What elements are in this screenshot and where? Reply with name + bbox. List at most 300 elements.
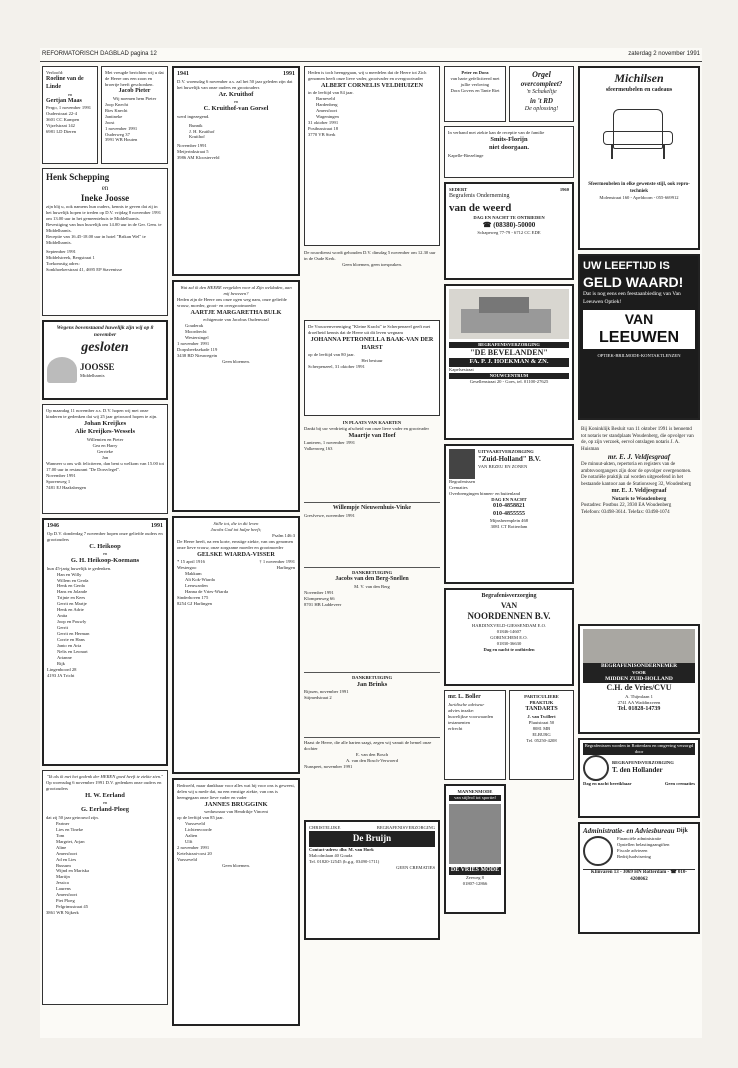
notice-text: Jan <box>101 454 109 460</box>
family-name: Janto en Aria <box>57 643 82 649</box>
family-name: Bussum <box>56 862 71 868</box>
notice-text: Ries Knecht <box>105 107 128 113</box>
family-name: Pelgrimsstraat 45 <box>56 904 89 910</box>
name-text: Johan Kreijkes <box>83 419 127 427</box>
ad-de-bruijn <box>304 820 440 940</box>
phone-text: Telefoon: 03498-3614. Telefax: 03498-1074 <box>581 509 670 515</box>
family-name: Han en Willy <box>57 571 82 577</box>
notice-text: September 1991 <box>46 249 76 255</box>
notice-text: van harte gefeliciteerd met jullie verloving <box>450 75 500 87</box>
name-text: Henk Schepping <box>46 172 110 182</box>
family-name: Henk en Gerda <box>57 583 85 589</box>
company-name: C.H. de Vries/CVU <box>606 683 672 693</box>
closed-notice <box>42 320 168 400</box>
family-name: Ad en Lies <box>56 856 77 862</box>
deceased-name: GELSKE WIARDA-VISSER <box>197 550 275 558</box>
ad-heading: BEGRAFENISONDERNEMER <box>583 663 695 670</box>
family-name: Joop en Pouwly <box>57 619 87 625</box>
family-name: Trijnie en Kees <box>57 595 86 601</box>
obituary-bruggink <box>172 778 300 1026</box>
armchair-illustration <box>593 99 685 177</box>
ad-heading: VOOR <box>583 670 695 676</box>
ad-text: GEEN CREMATIES <box>396 864 435 870</box>
ad-text: OPTIEK-BRILMODE-KONTAKTLENZEN <box>597 352 681 358</box>
notice-text: 4193 JA Tricht <box>47 673 75 679</box>
notice-text: 3770 VB Sterk <box>308 131 336 137</box>
phone-text: 01846-14607 <box>496 628 522 634</box>
ad-text: Begrafenis Onderneming <box>449 192 510 199</box>
deceased-name: Willempje Nieuwenhuis-Vinke <box>332 505 412 511</box>
notice-text: Middelharnis <box>80 373 105 379</box>
name-text: G. H. Heikoop-Koemans <box>70 557 140 565</box>
bible-quote: Wat zal ik den HEERE vergelden voor al Zijn weldaden, aan mij bewezen? <box>180 285 292 296</box>
notice-text: Stijmedstraat 2 <box>304 695 332 701</box>
notice-text: 1 november 1991 <box>177 340 210 346</box>
notice-text: Toekomstig adres: <box>46 261 80 267</box>
notice-text: 8701 HB Laddeveer <box>304 601 342 607</box>
ad-heading: Orgel <box>532 70 551 79</box>
phone-text: 01830-36630 <box>496 640 522 646</box>
birth-date: * 15 april 1916 <box>177 558 205 564</box>
ad-text: Dag en nacht te ontbieden <box>483 646 535 652</box>
phone-text: 010-4858821 <box>493 502 525 509</box>
notice-text: weduwnaar van Hendrikje Vincent <box>204 809 268 815</box>
lady-hat-illustration <box>47 357 77 383</box>
notary-announcement <box>578 424 700 624</box>
ad-van-noordennen <box>444 588 574 686</box>
column-5 <box>578 66 700 1036</box>
birth-notice-bosch <box>304 740 440 820</box>
phone-text: Tel. 01820-12545 (b.g.g. 03490-1711) <box>309 858 380 864</box>
notice-text: Bedroefd, maar dankbaar voor alles wat hij voor ons is geweest, delen wij u mede dat, na een ernstige ziekte, van ons is heengegaan onze lieve vader en vader <box>177 783 295 800</box>
anniversary-notice <box>42 404 168 514</box>
column-4 <box>444 66 574 1036</box>
family-name: Willem en Gerda <box>57 577 89 583</box>
ad-text: VAN BEZEU EN ZONEN <box>478 464 528 470</box>
service-item: testamenten <box>448 719 470 725</box>
notice-text: 3438 BD Nieuwegein <box>177 352 218 358</box>
ad-heading: BEGRAFENISVERZORGING <box>449 342 569 348</box>
name-text: A. van den Bosch-Verwoerd <box>345 757 399 763</box>
address-text: Pluutstraat 50 <box>528 719 555 725</box>
notice-text: zijn blij u, ook namens hun ouders, kennis te geven dat zij in het huwelijk hopen te treden op D.V. vrijdag 8 november 1991 om 13.00 uur in het gemeentehuis te Middelharnis. <box>46 204 161 222</box>
family-name: Gerrit en Martje <box>57 601 87 607</box>
notice-text: De Heere heeft, na een korte, ernstige ziekte, van ons genomen onze lieve vrouw, onze zorgzame moeder en grootmoeder <box>177 538 293 550</box>
notice-text: Wanneer u ons wilt feliciteren, dan bent u welkom van 15.00 tot 17.00 uur in restaurant "De Dorsvlegel". <box>46 460 164 472</box>
notice-text: 3601 CC Kampen <box>46 117 80 123</box>
ad-heading: TANDARTS <box>525 705 558 712</box>
name-text: H. W. Eerland <box>85 791 125 799</box>
notice-text: Lunteren, 1 november 1991 <box>304 440 356 445</box>
notice-text: De minuut-akten, repertoria en registers van de ambtsvoorgangers zijn door de opvolger overgenomen. <box>581 462 692 474</box>
notice-text: De Vrouwenvereniging "Kleine Kracht" te Scherpenzeel geeft met droefheid kennis dat de Heere uit dit leven wegnam <box>308 324 431 335</box>
ad-text: Dat is nog eens een feestaanbieding van Van Leeuwen Optiek! <box>583 291 681 305</box>
name-text: Jacob Pieter <box>118 87 151 94</box>
thanks-notice-hoef <box>304 420 440 500</box>
obituary-veldhuizen <box>304 66 440 246</box>
ad-boller <box>444 690 506 780</box>
company-name: van de weerd <box>449 201 512 214</box>
notice-text: Verloofd: <box>46 70 64 75</box>
ad-tandarts <box>509 690 574 780</box>
family-name: Alt Kok-Wiarda <box>185 576 215 582</box>
notice-text: Varsseveld <box>177 857 197 863</box>
family-name: Kruithof <box>189 134 205 140</box>
name-text: Gertjan Maas <box>46 97 82 104</box>
notice-text: Vijzelstraat 142 <box>46 123 75 129</box>
notice-text: 3991 WB Houten <box>105 137 138 143</box>
place-name: Varsseveld <box>185 821 205 827</box>
header-right: zaterdag 2 november 1991 <box>628 51 700 57</box>
notice-text: Dora Govers en Tante Riet <box>450 87 500 93</box>
notice-text: Bij Koninklijk Besluit van 11 oktober 1991 is benoemd tot notaris ter standplaats Woudenberg, die opvolger van de, op zijn verzoek, eervol ontslagen notaris J. A. Huisman <box>581 427 694 452</box>
deceased-name: Maartje van Hoef <box>348 431 396 439</box>
ad-text: Malcolmlaan 40 Gouda <box>309 852 353 858</box>
phone-text: 010-4855555 <box>493 510 525 517</box>
family-name: Nelis en Leonart <box>57 649 88 655</box>
notice-text: Gerrieke <box>96 448 114 454</box>
deceased-name: JOHANNA PETRONELLA BAAK-VAN DER HARST <box>310 335 434 351</box>
notice-text: Lingenboord 28 <box>47 667 77 673</box>
address-text: ELBURG <box>532 731 551 737</box>
notice-text: niet doorgaan. <box>488 144 530 152</box>
anniversary-notice-50 <box>42 770 168 1005</box>
notice-text: 2 november 1991 <box>177 845 210 851</box>
ad-heading: GELD WAARD! <box>583 274 684 291</box>
obituary-wiarda <box>172 516 300 774</box>
family-name: Laurens <box>56 886 71 892</box>
place-name: Wageningen <box>316 113 339 119</box>
column-2 <box>172 66 300 1036</box>
notice-heading: IN PLAATS VAN KAARTEN <box>342 420 402 425</box>
notice-text: Gea en Harry <box>92 442 118 448</box>
notice-text: 3986 AM Kloosterveld <box>177 155 220 161</box>
notice-text: Ouderweg 37 <box>105 131 130 137</box>
name-text: Peter en Dora <box>461 70 489 75</box>
obituary-bulk <box>172 280 300 512</box>
address-text: 3081 CT Rotterdam <box>490 524 528 530</box>
notice-text: Geen bloemen, geen toespraken. <box>342 261 402 267</box>
year-left: 1946 <box>47 523 59 529</box>
notice-text: Sonkhoekerstraat 41, 4695 EP Stavenisse <box>46 267 122 273</box>
ad-heading: MIDDEN ZUID-HOLLAND <box>583 676 695 683</box>
ad-michilsen <box>578 66 700 250</box>
ad-text: 'n Schakeltje <box>526 89 557 96</box>
phone-text: 01807-12866 <box>462 880 488 886</box>
funeral-home-photo <box>583 629 695 663</box>
place-name: Gouderak <box>185 322 204 328</box>
family-name: Jessica <box>56 880 69 886</box>
notice-text: Haast de Heere, die alle harten saagt, zegen wij vanuit de hemel onze dochter <box>304 740 432 751</box>
birth-notice <box>101 66 168 164</box>
company-logo-icon <box>583 755 609 781</box>
notice-text: Middelstreek, Bergstraat 1 <box>46 255 95 261</box>
notice-text: Klompenweg 66 <box>304 595 335 601</box>
ad-de-bevelanden <box>444 284 574 440</box>
address-text: Postadres: Postbus 22, 3930 EA Woudenberg <box>581 503 672 509</box>
congrats-notice <box>444 66 506 122</box>
phone-text: ☎ (08380)-50000 <box>482 221 536 230</box>
family-name: Hans en Jolande <box>57 589 88 595</box>
family-name: Partner <box>56 820 70 826</box>
address-text: 8081 MB <box>532 725 551 731</box>
ad-text: in 't RD <box>530 97 553 106</box>
bible-quote: Stille tot, die in dit leven <box>213 521 259 526</box>
notice-text: De rouwdienst wordt gehouden D.V. dinsdag 5 november om 12.30 uur in de Oude Kerk. <box>304 250 436 261</box>
ad-text: Geen crematies <box>664 780 695 786</box>
ad-heading: overcompleet? <box>520 80 563 89</box>
notice-text: Joop Knecht <box>105 101 129 107</box>
notice-heading: DANKBETUIGING <box>351 570 393 575</box>
notice-text: In verband met ziekte kan de receptie van de familie <box>448 130 545 135</box>
ad-text: DAG EN NACHT <box>491 496 527 502</box>
notice-text: Dorpsbeeksekade 119 <box>177 346 218 352</box>
notice-text: en <box>102 800 108 806</box>
thanks-notice-berg <box>304 570 440 670</box>
notice-text: Willemien en Pieter <box>86 436 124 442</box>
company-name: Administratie- en Adviesbureau <box>583 827 675 835</box>
place-name: Harlingen <box>276 564 295 570</box>
family-name: Wijnd en Mariska <box>56 868 89 874</box>
company-name: VAN <box>624 310 654 327</box>
address-text: Schapeweg 77-79 - 6712 CC EDE <box>477 230 541 236</box>
man-portrait-photo <box>449 804 501 864</box>
family-name: Hanna de Vries-Wiarda <box>185 588 229 594</box>
notice-text: en <box>233 99 239 105</box>
deceased-name: Jan Brinks <box>356 680 388 688</box>
notice-text: Met vreugde berichten wij u dat de Heere ons een zoon en broertje heeft geschonken. <box>105 70 164 87</box>
ad-heading: UW LEEFTIJD IS <box>583 260 670 272</box>
name-text: Alie Kreijkes-Wessels <box>75 428 135 436</box>
name-text: mr. E. J. Veldjesgraaf <box>607 453 671 461</box>
notice-text: Op maandag 11 november a.s. D.V. hopen wij met onze kinderen te gedenken dat wij 25 jaar getrouwd hopen te zijn. <box>46 408 158 419</box>
place-name: Amersfoort <box>316 107 338 113</box>
company-logo-icon <box>583 836 613 866</box>
funeral-notice-text <box>304 250 440 320</box>
header-left: REFORMATORISCH DAGBLAD pagina 12 <box>42 51 157 57</box>
ad-text: Begrafenissen worden in Rotterdam en omgeving verzorgd door <box>584 743 694 754</box>
notice-text: Gresfvewe, november 1991 <box>304 512 355 518</box>
notice-text: Pergo, 1 november 1991 <box>46 105 92 111</box>
deceased-name: JANNES BRUGGINK <box>204 800 268 808</box>
address-text: Mijnsherenplein 468 <box>489 518 529 524</box>
family-name: Rijk <box>57 661 65 667</box>
name-text: E. van den Bosch <box>355 751 389 757</box>
engagement-notice <box>42 66 98 164</box>
address-text: A. Thijmlaan 1 <box>625 693 653 699</box>
address-text: Gesellenstraat 20 - Goes, tel. 01100-27625 <box>469 378 549 384</box>
notice-text: 1 november 1991 <box>105 125 138 131</box>
notice-text: Rijssen, november 1991 <box>304 689 349 695</box>
notice-text: Postbusstraat 18 <box>308 125 338 131</box>
notice-text: Ketelstraat-oost 20 <box>177 851 212 857</box>
service-item: Fiscale adviezen <box>617 848 648 854</box>
notice-heading: DANKBETUIGING <box>351 675 393 680</box>
ad-heading: UITVAARTVERZORGING <box>478 449 534 454</box>
notice-text: Heden zijn de Heere ons onze ogen weg nam, onze geliefde vrouw, moeder, groot- en overgrootmoeder <box>177 296 287 308</box>
place-name: Leeuwarden <box>185 582 208 588</box>
company-name: T. den Hollander <box>612 766 663 775</box>
closed-heading: gesloten <box>81 340 129 356</box>
obituary-baak <box>304 320 440 416</box>
notice-text: 31 oktober 1991 <box>308 119 339 125</box>
notice-text: 3861 WR Nijkerk <box>46 910 79 916</box>
place-name: Makkum <box>185 570 202 576</box>
notice-text: Notaris te Woudenberg <box>611 495 667 502</box>
name-text: G. Eerland-Ploeg <box>80 806 130 814</box>
notice-text: en <box>102 551 108 557</box>
ad-dijk <box>578 822 700 934</box>
family-name: J. H. Kruithof <box>189 128 215 134</box>
notice-text: hun 45-jarig huwelijk te gedenken. <box>47 565 112 571</box>
notice-text: dat zij 50 jaar getrouwd zijn. <box>46 814 99 820</box>
company-name: "Zuid-Holland" B.V. <box>478 454 541 463</box>
notice-text: D.V. woensdag 6 november a.s. zal het 50 jaar geleden zijn dat het huwelijk van onze ouders en grootouders <box>177 78 293 90</box>
ad-text: Dag en nacht bereikbaar <box>583 780 632 786</box>
notice-text: Op woensdag 6 november 1991 D.V. gedenken onze ouders en grootouders <box>46 779 162 791</box>
column-3 <box>304 66 440 1036</box>
company-name: Dijk <box>676 827 688 834</box>
building-photo <box>449 289 569 339</box>
death-date: † 1 november 1991 <box>259 558 295 564</box>
ad-heading: MANNENMODE <box>457 789 493 794</box>
place-name: Lichtenvoorde <box>185 827 212 833</box>
notice-text: Scherpenzeel, 31 oktober 1991 <box>308 364 365 369</box>
notice-text: Dankt bij uw verdrietig afscheid van onze lieve vader en grootvader <box>304 425 430 431</box>
notice-text: Ouderstraat 22-4 <box>46 111 77 117</box>
ad-text: GORINCHEM E.O. <box>490 634 528 640</box>
service-item: erfrecht <box>448 725 463 731</box>
place-name: Moordrecht <box>185 328 207 334</box>
ad-text: SEDERT <box>449 187 468 192</box>
ad-text: Contact-adres: dhr. M. van Hork <box>309 846 374 852</box>
company-name: VAN <box>500 600 518 610</box>
notice-text: Bevestiging van hun huwelijk om 14.00 uur in de Ger. Gem. te Middelharnis. <box>46 222 162 234</box>
ad-text: CHRISTELIJKE <box>309 825 341 830</box>
newspaper-page <box>40 48 702 1038</box>
bible-reference: Psalm 146:3 <box>272 532 295 538</box>
family-name: Aline <box>56 844 67 850</box>
family-name: Bunnik <box>189 122 203 128</box>
family-name: Lies en Tineke <box>56 826 84 832</box>
service-item: Bedrijfsadvisering <box>617 854 651 859</box>
notice-text: Jantineke <box>105 113 123 119</box>
ad-heading: BEGRAFENISVERZORGING <box>612 760 674 766</box>
ad-text: 1960 <box>559 187 569 192</box>
notice-text: Op D.V. donderdag 7 november hopen onze geliefde ouders en grootouders <box>47 530 163 542</box>
notice-text: Kapelle-Biezelinge <box>448 152 484 158</box>
family-name: Gerrit <box>57 625 68 631</box>
name-text: Ar. Kruithof <box>218 90 254 98</box>
place-name: Hardenberg <box>316 101 338 107</box>
notice-text: Receptie van 16.45-18.00 uur in hotel "Brikan Wel" te Middelharnis. <box>46 234 146 246</box>
service-item: huwelijkse voorwaarden <box>448 713 494 719</box>
address-text: Molenstraat 160 - Apeldoorn - 055-669912 <box>599 195 679 201</box>
ad-van-leeuwen <box>578 254 700 420</box>
family-name: Gerrit en Herman <box>57 631 90 637</box>
notice-text: Wij noemen hem Pieter <box>112 95 157 101</box>
ad-text: Sfeermeubelen in elke gewenste stijl, ook repro-techniek <box>588 182 690 194</box>
year-left: 1941 <box>177 71 189 77</box>
notice-text: 8254 GJ Harlingen <box>177 600 212 606</box>
notice-text: en <box>67 91 73 97</box>
phone-text: Tel. 01828-14739 <box>617 705 661 712</box>
ad-heading: sfeermeubelen en cadeaus <box>605 86 673 93</box>
wedding-notice <box>42 168 168 316</box>
thanks-notice-nieuwenhuis <box>304 505 440 565</box>
notice-text: op de leeftijd van 80 jaar. <box>308 352 355 358</box>
notice-text: November 1991 <box>46 472 76 478</box>
place-name: Ulft <box>185 839 193 845</box>
anniversary-notice-45 <box>42 518 168 766</box>
notice-text: M. V. van den Berg <box>354 583 390 589</box>
ad-text: advies inzake: <box>448 707 475 713</box>
ad-den-hollander <box>578 738 700 818</box>
page-header <box>40 48 702 62</box>
service-item: Financiële administratie <box>617 836 662 842</box>
notice-text: Meijerinkstraat 5 <box>177 149 209 155</box>
place-name: Barneveld <box>316 95 335 101</box>
bible-quote: Jacobs God tot hulpe heeft; <box>210 526 262 532</box>
company-logo-icon <box>449 449 475 479</box>
ad-text: HARDINXVELD-GIESSENDAM E.O. <box>471 622 547 628</box>
notice-text: en <box>101 183 109 192</box>
column-1 <box>42 66 168 1036</box>
company-name: LEEUWEN <box>599 328 679 346</box>
name-text: C. Kruithof-van Gorsel <box>203 105 269 113</box>
service-item: Opstellen belastingaangiften <box>617 842 670 848</box>
name-text: Smits-Florijn <box>490 135 528 143</box>
ad-text: DAG EN NACHT TE ONTBIEDEN <box>473 215 545 221</box>
notice-text: Sporenweg 1 <box>46 478 71 484</box>
family-name: Corrie en Hans <box>57 637 85 643</box>
notice-text: November 1991 <box>177 143 207 149</box>
notice-text: Joost <box>105 119 115 125</box>
ad-heading: NOUWCENTRUM <box>449 373 569 379</box>
ad-text: De oplossing! <box>524 106 559 113</box>
notice-text: 7481 EJ Haaksbergen <box>46 484 86 490</box>
company-name: NOORDENNEN B.V. <box>467 611 551 622</box>
family-name: Amersfoort <box>56 850 78 856</box>
place-name: Aalten <box>185 833 198 839</box>
notice-text: Heden is toch heengegaan, wij u meedelen dat de Heere tot Zich genomen heeft onze lieve vader, grootvader en overgrootvader <box>308 70 427 81</box>
service-item: Crematies <box>449 484 468 490</box>
ad-van-de-weerd <box>444 182 574 280</box>
company-name: "DE BEVELANDEN" <box>470 347 548 357</box>
cancelled-reception-notice <box>444 126 574 178</box>
ad-heading: Begrafenisverzorging <box>481 593 537 599</box>
thanks-notice-brinks <box>304 675 440 735</box>
ad-text: Juridische adviseur <box>448 701 485 707</box>
ad-de-vries-cvu <box>578 624 700 734</box>
year-right: 1991 <box>283 71 295 77</box>
ad-de-vries-mode <box>444 784 506 914</box>
organ-ad <box>509 66 574 122</box>
company-name: Michilsen <box>614 71 664 85</box>
ad-text: van stijlvol tot sportief <box>449 795 501 801</box>
company-name: FA. P. J. HOEKMAN & ZN. <box>449 358 569 366</box>
notice-text: Het bestuur <box>361 358 383 364</box>
family-name: Amersfoort <box>56 892 78 898</box>
notice-text: 6981 LD Dieren <box>46 129 77 135</box>
name-text: C. Heikoop <box>89 542 121 550</box>
deceased-name: ALBERT CORNELIS VELDHUIZEN <box>320 81 424 89</box>
notice-text: werd ingezegend. <box>177 113 210 119</box>
name-text: mr. E. J. Veldjesgraaf <box>611 488 667 495</box>
notice-text: Valkenweg 163 <box>304 445 333 451</box>
ad-text: BEGRAFENISVERZORGING <box>376 825 435 830</box>
name-text: Roeline van de Linde <box>46 75 84 90</box>
